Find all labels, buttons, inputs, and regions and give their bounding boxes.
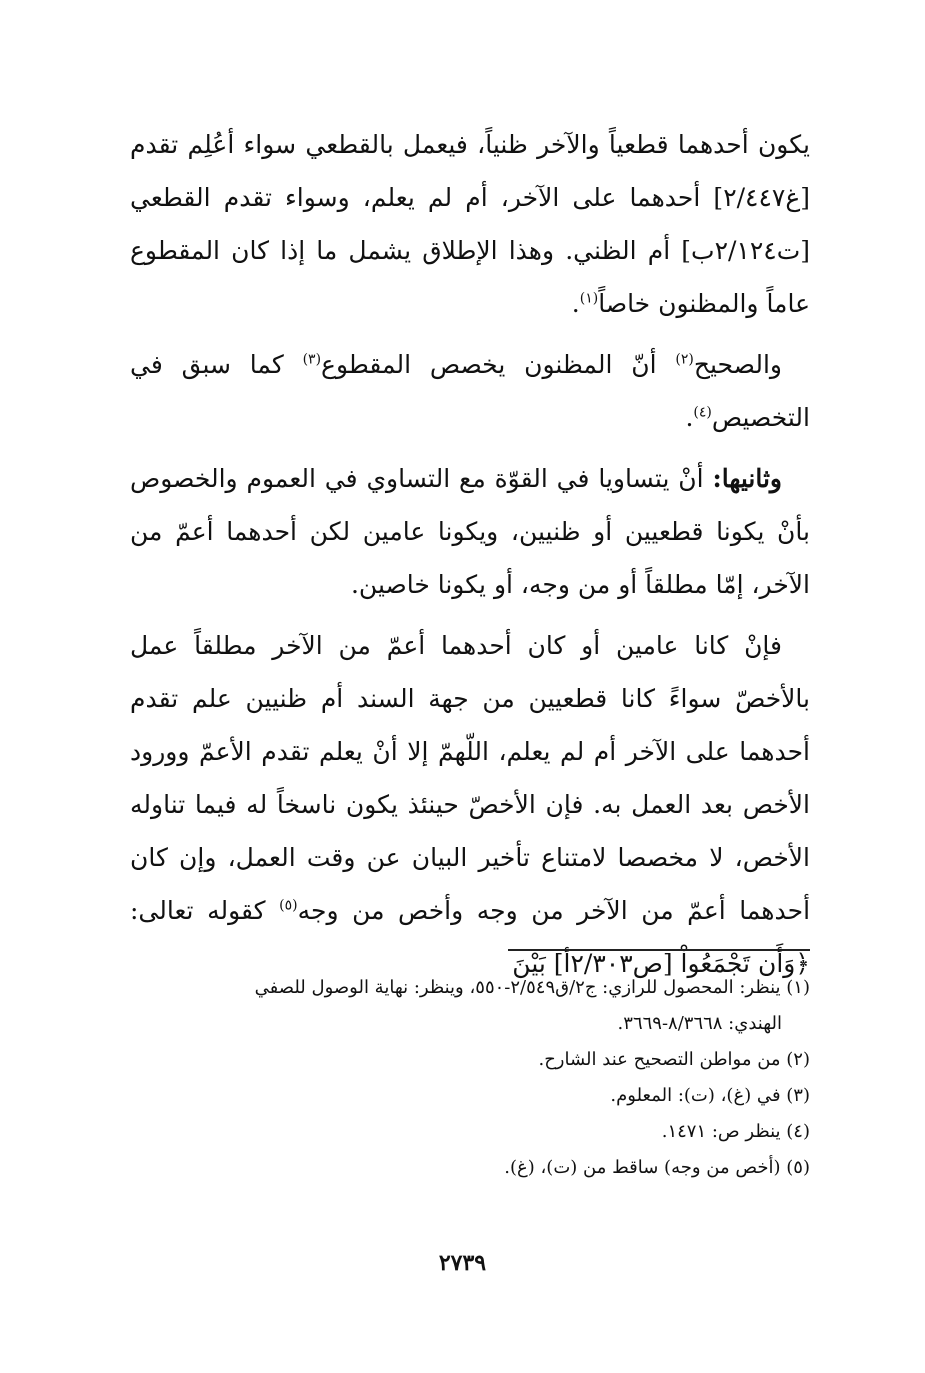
paragraph-2	[130, 338, 810, 444]
footnote-2: (٢) من مواطن التصحيح عند الشارح.	[538, 1049, 810, 1070]
page-number: ٢٧٣٩	[438, 1250, 487, 1276]
paragraph-2-text: والصحيح	[693, 350, 782, 379]
paragraph-1	[130, 118, 810, 330]
paragraph-3-text: أنْ يتساويا في القوّة مع التساوي في العموم والخصوص بأنْ يكونا قطعيين أو ظنيين، ويكونا عامين لكن أحدهما أعمّ من الآخر، إمّا مطلقاً أو من وجه، أو يكونا خاصين.	[130, 464, 810, 599]
footnote-3: (٣) في (غ)، (ت): المعلوم.	[610, 1085, 810, 1106]
paragraph-1-text: يكون أحدهما قطعياً والآخر ظنياً، فيعمل بالقطعي سواء أعُلِم تقدم [غ٢/٤٤٧] أحدهما على الآخر، أم لم يعلم، وسواء تقدم القطعي [ت٢/١٢٤ب] أم الظني. وهذا الإطلاق يشمل ما إذا كان المقطوع عاماً والمظنون خاصاً	[130, 130, 810, 318]
paragraph-3-lead: وثانيها:	[712, 464, 782, 493]
footnote-ref-2[interactable]: (٢)	[675, 351, 694, 368]
paragraph-4-tail: كقوله تعالى: ﴿وَأَن تَجْمَعُواْ [ص٢/٣٠٣أ] بَيْنَ	[130, 896, 810, 978]
paragraph-2-tail-2: كما سبق في التخصيص	[130, 350, 810, 432]
paragraph-3	[130, 452, 810, 611]
footnote-separator	[508, 949, 810, 951]
footnote-5: (٥) (أخص من وجه) ساقط من (ت)، (غ).	[504, 1157, 810, 1178]
paragraph-1-tail: .	[571, 289, 580, 318]
footnote-ref-1[interactable]: (١)	[579, 290, 599, 307]
footnote-1: (١) ينظر: المحصول للرازي: ج٢/ق٢/٥٤٩-٥٥٠، وينظر: نهاية الوصول للصفي	[254, 977, 810, 998]
main-text	[130, 118, 810, 998]
footnotes	[130, 970, 810, 1186]
footnote-ref-5[interactable]: (٥)	[279, 897, 298, 914]
paragraph-2-tail-3: .	[685, 403, 694, 432]
footnote-ref-4[interactable]: (٤)	[693, 404, 712, 421]
paragraph-2-tail: أنّ المظنون يخصص المقطوع	[321, 350, 676, 379]
paragraph-4	[130, 619, 810, 990]
footnote-1-continuation: الهندي: ٨/٣٦٦٨-٣٦٦٩.	[617, 1013, 782, 1034]
footnote-ref-3[interactable]: (٣)	[302, 351, 322, 368]
footnote-4: (٤) ينظر ص: ١٤٧١.	[661, 1121, 810, 1142]
paragraph-4-text: فإنْ كانا عامين أو كان أحدهما أعمّ من الآخر مطلقاً عمل بالأخصّ سواءً كانا قطعيين من جهة السند أم ظنيين علم تقدم أحدهما على الآخر أم لم يعلم، اللّهمّ إلا أنْ يعلم تقدم الأعمّ وورود الأخص بعد العمل به. فإن الأخصّ حينئذ يكون ناسخاً له فيما تناوله الأخص، لا مخصصا لامتناع تأخير البيان عن وقت العمل، وإن كان أحدهما أعمّ من الآخر من وجه وأخص من وجه	[130, 631, 811, 925]
